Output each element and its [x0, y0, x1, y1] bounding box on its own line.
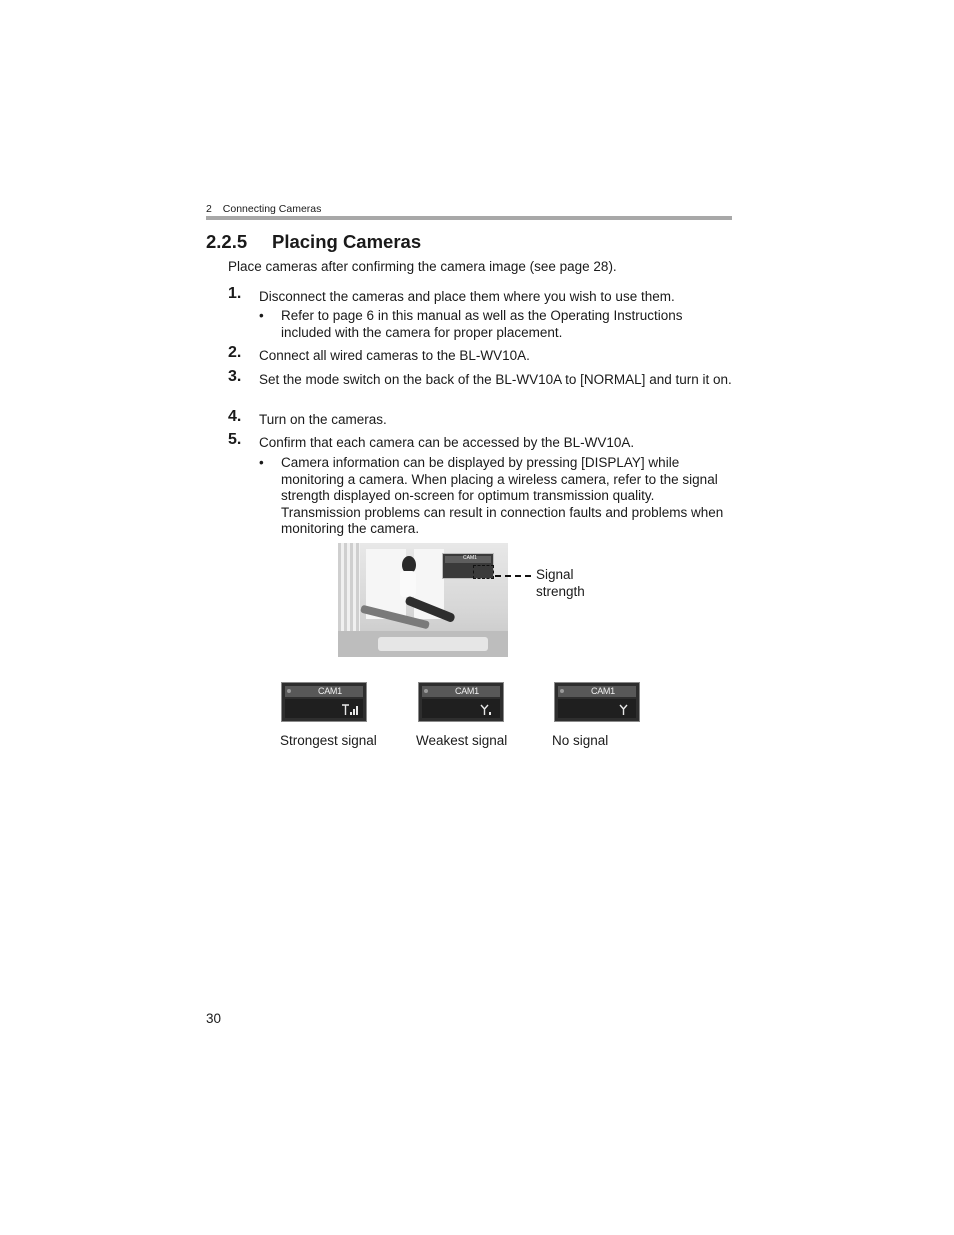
bullet-text: Refer to page 6 in this manual as well as the Operating Instructions included with the camera for proper placement. — [281, 308, 683, 340]
status-dot — [424, 689, 428, 693]
section-heading — [206, 231, 421, 253]
signal-highlight-box — [473, 565, 494, 579]
antenna-signal-strong-icon — [342, 704, 360, 716]
caption-no-signal: No signal — [552, 733, 609, 748]
step-text: Set the mode switch on the back of the BL-WV10A to [NORMAL] and turn it on. — [259, 372, 732, 387]
signal-strength-callout — [536, 566, 585, 600]
callout-line-1: Signal — [536, 567, 574, 582]
step-number: 5. — [228, 431, 242, 448]
bullet-dot: • — [259, 308, 264, 323]
signal-panel-none — [554, 682, 640, 722]
rug — [378, 637, 488, 651]
step-text: Disconnect the cameras and place them where you wish to use them. — [259, 289, 675, 304]
step-text: Turn on the cameras. — [259, 412, 387, 427]
bullet-text: Camera information can be displayed by pressing [DISPLAY] while monitoring a camera. When placing a wireless camera, refer to the signal strength displayed on-screen for optimum transmission quality. Transmission problems can result in connection faults and problems when monitoring the camera. — [281, 455, 724, 536]
signal-panel-weakest — [418, 682, 504, 722]
signal-panel-strongest — [281, 682, 367, 722]
bullet-dot: • — [259, 455, 264, 470]
status-dot — [560, 689, 564, 693]
status-dot — [287, 689, 291, 693]
panel-camera-label: CAM1 — [318, 686, 342, 696]
chapter-number: 2 — [206, 203, 212, 215]
caption-weakest-signal: Weakest signal — [416, 733, 508, 748]
page-number: 30 — [206, 1011, 222, 1026]
panel-camera-label: CAM1 — [591, 686, 615, 696]
antenna-signal-weak-icon — [479, 704, 497, 716]
antenna-no-signal-icon — [615, 704, 633, 716]
step-number: 1. — [228, 285, 242, 302]
section-number: 2.2.5 — [206, 231, 248, 252]
step-text: Connect all wired cameras to the BL-WV10A. — [259, 348, 530, 363]
chapter-title: Connecting Cameras — [222, 203, 322, 215]
step-number: 4. — [228, 408, 242, 425]
section-title: Placing Cameras — [272, 231, 422, 252]
intro-paragraph: Place cameras after confirming the camera image (see page 28). — [228, 259, 617, 274]
step-text: Confirm that each camera can be accessed by the BL-WV10A. — [259, 435, 635, 450]
callout-leader-line — [495, 575, 531, 577]
person-body — [400, 571, 416, 597]
header-rule — [206, 216, 732, 220]
panel-camera-label: CAM1 — [455, 686, 479, 696]
camera-image-photo — [338, 543, 508, 657]
callout-line-2: strength — [536, 584, 585, 599]
running-header — [206, 203, 329, 215]
caption-strongest-signal: Strongest signal — [280, 733, 377, 748]
osd-camera-label: CAM1 — [463, 555, 477, 561]
step-number: 2. — [228, 344, 242, 361]
step-number: 3. — [228, 368, 242, 385]
